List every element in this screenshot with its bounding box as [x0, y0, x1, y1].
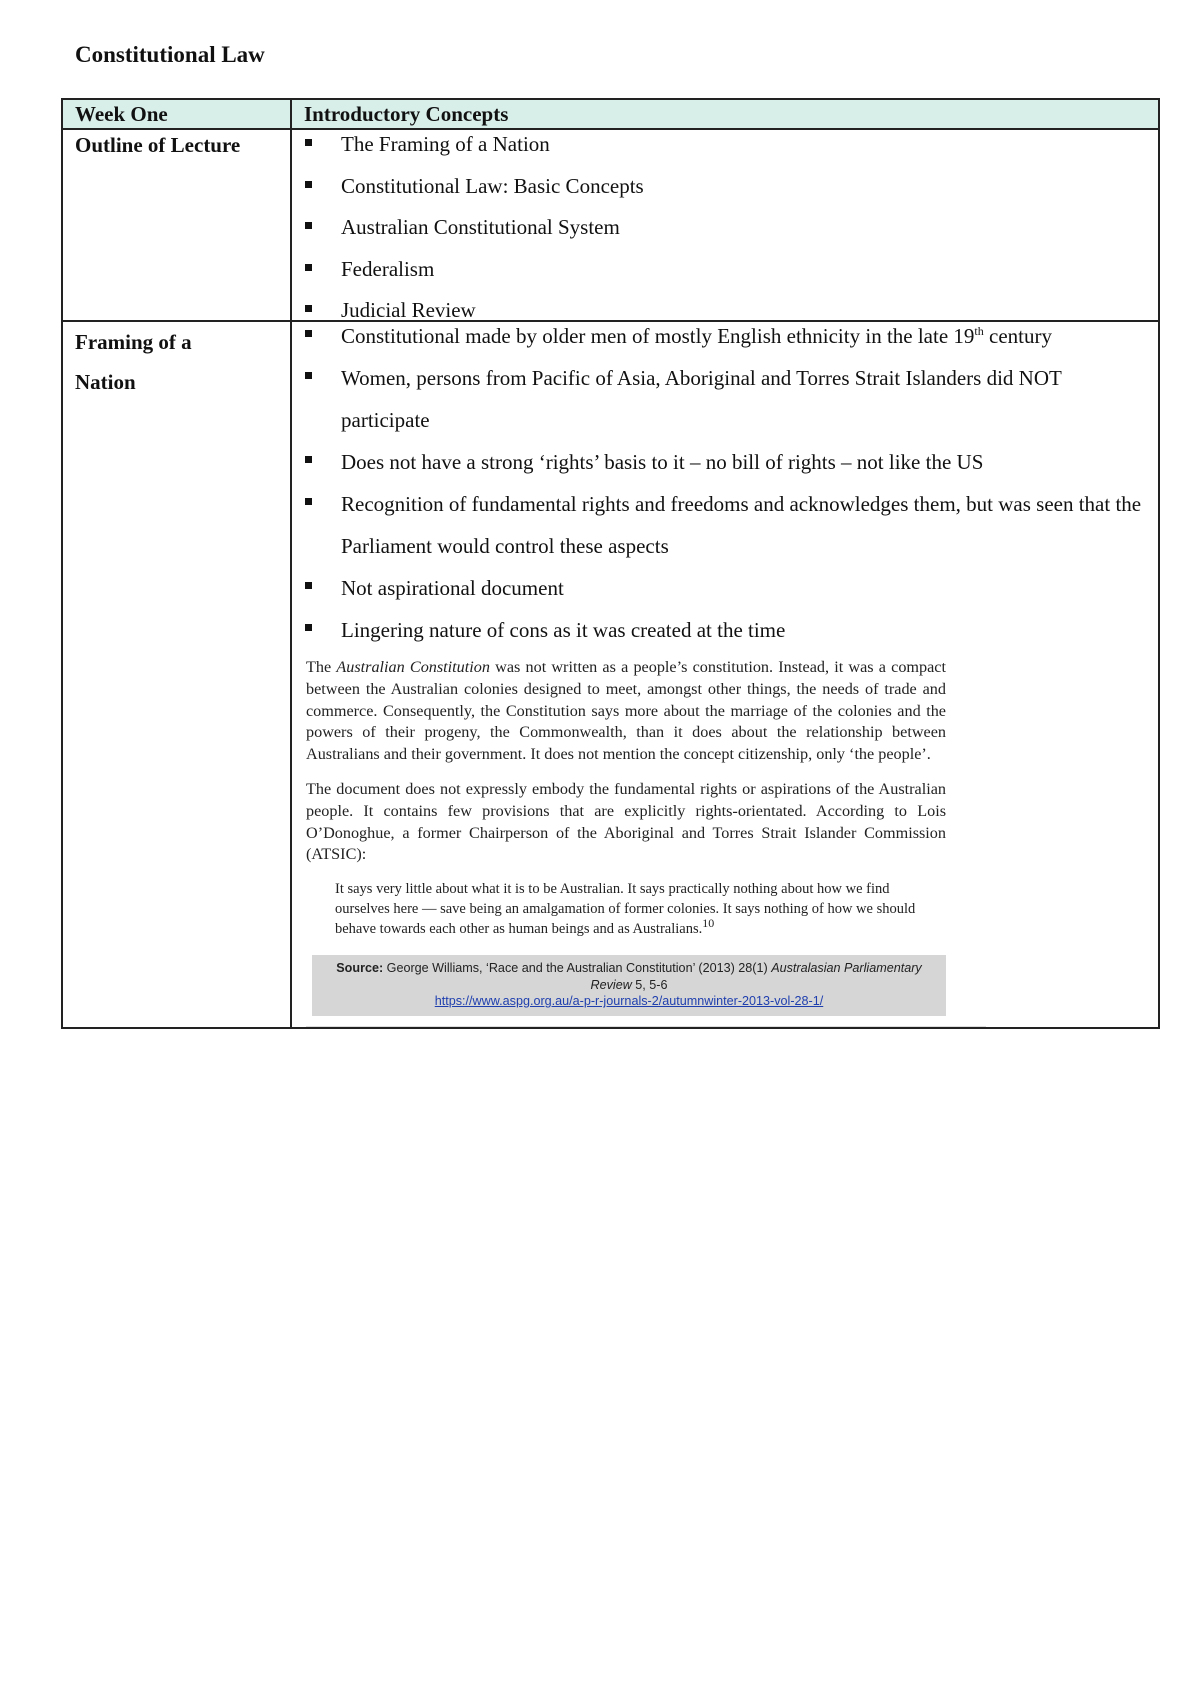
- bullet-square-icon: [305, 624, 312, 631]
- bullet-square-icon: [305, 305, 312, 312]
- table-row: [62, 321, 1159, 1028]
- list-item: Constitutional Law: Basic Concepts: [292, 166, 1150, 208]
- excerpt-paragraph: The Australian Constitution was not written as a people’s constitution. Instead, it was a compact between the Australian colonies designed to meet, amongst other things, the needs of trade and commerce. Consequently, the Constitution says more about the marriage of the colonies and the powers of their progeny, the Commonwealth, than it does about the relationship between Australians and their government. It does not mention the concept citizenship, only ‘the people’.: [306, 658, 946, 764]
- bullet-square-icon: [305, 264, 312, 271]
- bullet-square-icon: [305, 181, 312, 188]
- image-bottom-edge: [306, 1016, 986, 1027]
- bullet-square-icon: [305, 456, 312, 463]
- row-label-framing: Framing of a Nation: [75, 330, 192, 394]
- bullet-square-icon: [305, 372, 312, 379]
- bullet-square-icon: [305, 582, 312, 589]
- list-item: Recognition of fundamental rights and freedoms and acknowledges them, but was seen that the Parliament would control these aspects: [292, 483, 1150, 567]
- lecture-notes-table: [61, 98, 1160, 1029]
- bullet-square-icon: [305, 330, 312, 337]
- list-item: Australian Constitutional System: [292, 207, 1150, 249]
- bullet-square-icon: [305, 139, 312, 146]
- header-topic: Introductory Concepts: [304, 102, 509, 126]
- source-citation-box: Source: George Williams, ‘Race and the Australian Constitution’ (2013) 28(1) Australasian Parliamentary Review 5, 5-6 https://www.aspg.org.au/a-p-r-journals-2/autumnwinter-2013-vol-28-1/: [312, 955, 946, 1016]
- outline-bullet-list: [292, 124, 1158, 320]
- source-link[interactable]: https://www.aspg.org.au/a-p-r-journals-2/autumnwinter-2013-vol-28-1/: [434, 994, 824, 1009]
- bullet-square-icon: [305, 222, 312, 229]
- list-item: Judicial Review: [292, 290, 1150, 320]
- list-item: Does not have a strong ‘rights’ basis to it – no bill of rights – not like the US: [292, 441, 1150, 483]
- framing-bullet-list: [292, 315, 1158, 651]
- row-label-outline: Outline of Lecture: [75, 133, 241, 157]
- list-item: Women, persons from Pacific of Asia, Aboriginal and Torres Strait Islanders did NOT participate: [292, 357, 1150, 441]
- excerpt-block-quote: It says very little about what it is to be Australian. It says practically nothing about how we find ourselves here — save being an amalgamation of former colonies. It says nothing of how we should behave towards each other as human beings and as Australians.$^{10}$: [335, 881, 916, 938]
- bullet-square-icon: [305, 498, 312, 505]
- list-item: Federalism: [292, 249, 1150, 291]
- list-item: Not aspirational document: [292, 567, 1150, 609]
- list-item: Lingering nature of cons as it was created at the time: [292, 609, 1150, 651]
- header-week: Week One: [75, 102, 168, 126]
- document-title: Constitutional Law: [75, 42, 265, 67]
- list-item: Constitutional made by older men of mostly English ethnicity in the late 19th century: [292, 315, 1150, 357]
- list-item: The Framing of a Nation: [292, 124, 1150, 166]
- table-row: [62, 129, 1159, 321]
- embedded-excerpt-image: [306, 657, 946, 1027]
- excerpt-paragraph: The document does not expressly embody the fundamental rights or aspirations of the Australian people. It contains few provisions that are explicitly rights-orientated. According to Lois O’Donoghue, a former Chairperson of the Aboriginal and Torres Strait Islander Commission (ATSIC):: [306, 779, 946, 864]
